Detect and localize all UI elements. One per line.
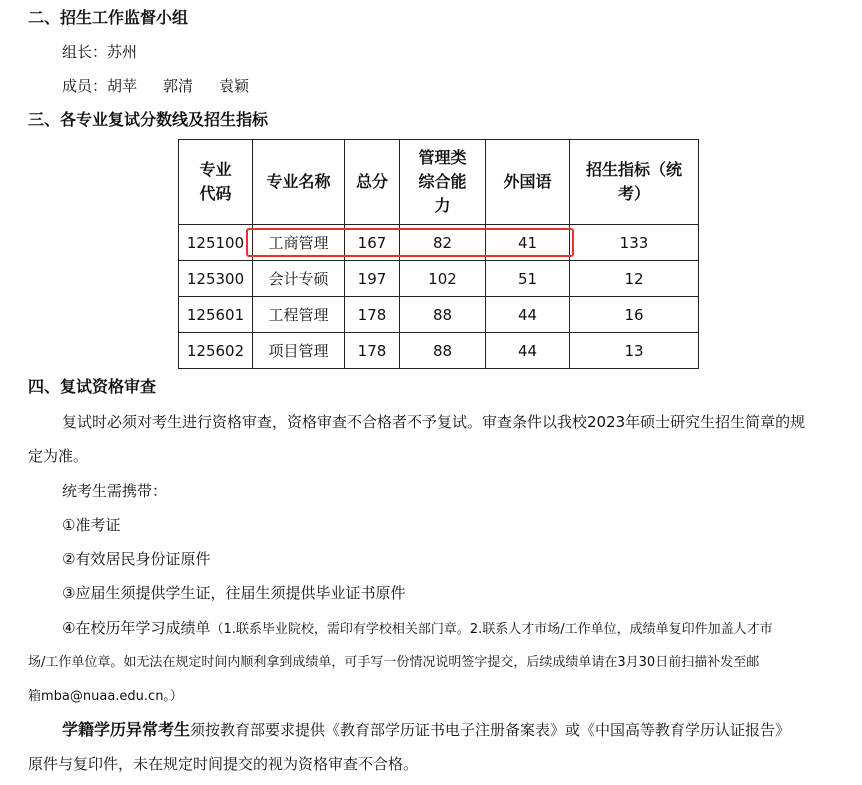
table-cell: 197 <box>345 261 400 297</box>
members-label: 成员： <box>62 77 108 95</box>
table-cell: 工程管理 <box>253 297 345 333</box>
table-cell: 125602 <box>179 333 253 369</box>
table-cell: 13 <box>570 333 699 369</box>
table-cell: 88 <box>400 333 486 369</box>
section3-heading: 三、各专业复试分数线及招生指标 <box>28 110 269 129</box>
table-cell: 178 <box>345 297 400 333</box>
table-cell: 88 <box>400 297 486 333</box>
carry-item-transcript <box>62 618 773 640</box>
table-cell: 41 <box>486 225 570 261</box>
carry-item: ①准考证 <box>62 516 121 534</box>
carry-label: 统考生需携带： <box>62 482 168 500</box>
table-cell: 16 <box>570 297 699 333</box>
section4-heading: 四、复试资格审查 <box>28 377 157 396</box>
abnormal-status-line2: 原件与复印件，未在规定时间提交的视为资格审查不合格。 <box>28 755 419 773</box>
abnormal-status-label: 学籍学历异常考生 <box>62 720 191 739</box>
table-cell: 82 <box>400 225 486 261</box>
transcript-label: ④在校历年学习成绩单 <box>62 619 211 637</box>
table-cell: 102 <box>400 261 486 297</box>
table-cell: 项目管理 <box>253 333 345 369</box>
transcript-note-line3: 箱mba@nuaa.edu.cn。） <box>28 689 183 704</box>
table-row <box>179 261 699 297</box>
transcript-note-line2: 场/工作单位章。如无法在规定时间内顺利拿到成绩单，可手写一份情况说明签字提交，后续成绩单请在3月30日前扫描补发至邮 <box>28 655 760 670</box>
carry-item: ②有效居民身份证原件 <box>62 550 211 568</box>
table-cell: 会计专硕 <box>253 261 345 297</box>
abnormal-status-text: 须按教育部要求提供《教育部学历证书电子注册备案表》或《中国高等教育学历认证报告》 <box>190 721 791 739</box>
header-cell: 招生指标（统考） <box>570 140 699 225</box>
header-cell: 总分 <box>345 140 400 225</box>
table-cell: 178 <box>345 333 400 369</box>
carry-item: ③应届生须提供学生证，往届生须提供毕业证书原件 <box>62 584 406 602</box>
table-cell: 167 <box>345 225 400 261</box>
table-cell: 125300 <box>179 261 253 297</box>
table-cell: 工商管理 <box>253 225 345 261</box>
section2-heading: 二、招生工作监督小组 <box>28 8 189 27</box>
table-header-row <box>179 140 699 225</box>
member-name: 胡苹 <box>107 77 138 95</box>
member-name: 郭清 <box>163 77 194 95</box>
header-cell: 管理类综合能力 <box>400 140 486 225</box>
table-cell: 44 <box>486 333 570 369</box>
table-cell: 125601 <box>179 297 253 333</box>
table-row <box>179 225 699 261</box>
header-cell: 外国语 <box>486 140 570 225</box>
supervision-members <box>62 76 249 96</box>
supervision-leader: 组长：苏州 <box>62 43 138 61</box>
transcript-note: （1.联系毕业院校，需印有学校相关部门章。2.联系人才市场/工作单位，成绩单复印件加盖人才市 <box>210 622 773 637</box>
table-cell: 133 <box>570 225 699 261</box>
header-cell: 专业代码 <box>179 140 253 225</box>
review-paragraph-line1: 复试时必须对考生进行资格审查，资格审查不合格者不予复试。审查条件以我校2023年硕士研究生招生简章的规 <box>62 413 806 431</box>
abnormal-status-line1 <box>62 720 790 740</box>
table-cell: 44 <box>486 297 570 333</box>
table-cell: 125100 <box>179 225 253 261</box>
table-row <box>179 297 699 333</box>
score-table <box>178 139 699 369</box>
table-row <box>179 333 699 369</box>
table-cell: 51 <box>486 261 570 297</box>
review-paragraph-line2: 定为准。 <box>28 447 89 465</box>
member-name: 袁颖 <box>219 77 250 95</box>
header-cell: 专业名称 <box>253 140 345 225</box>
table-cell: 12 <box>570 261 699 297</box>
